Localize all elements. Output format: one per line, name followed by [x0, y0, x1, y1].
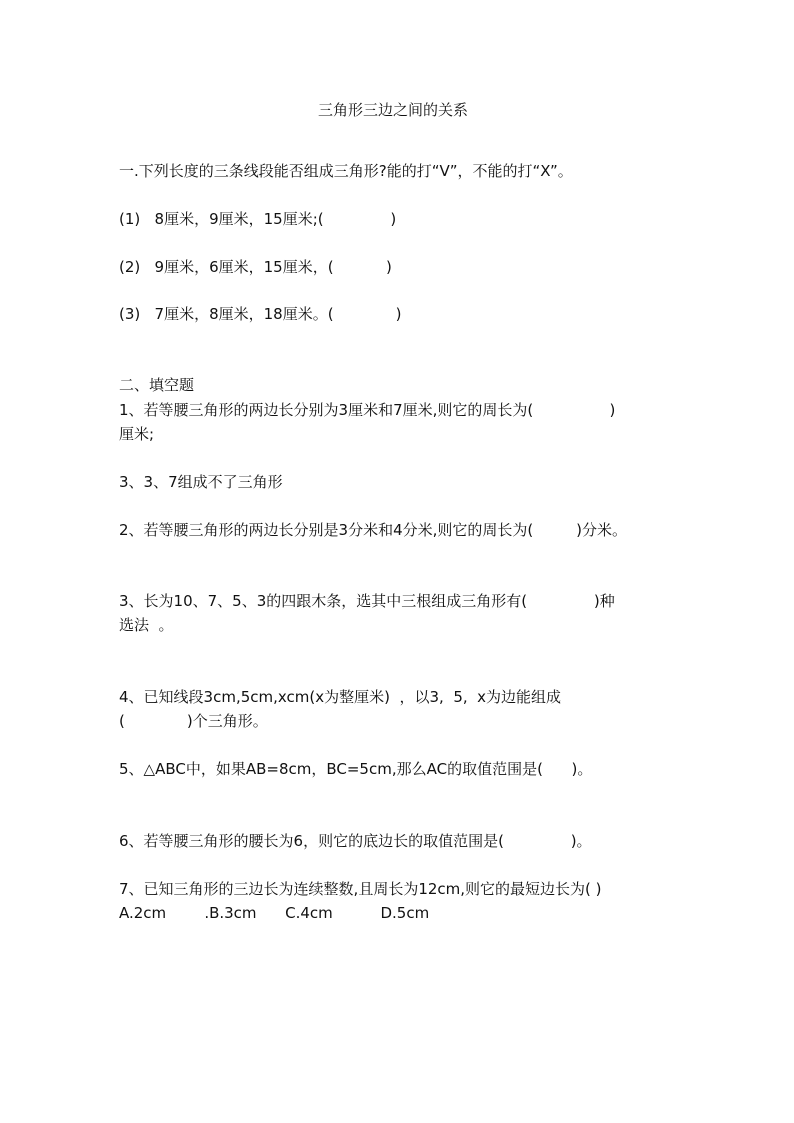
section1-item-3: (3) 7厘米，8厘米，18厘米。( ) — [119, 305, 402, 323]
question-2: 2、若等腰三角形的两边长分别是3分米和4分米,则它的周长为( )分米。 — [119, 521, 628, 539]
note-text: 3、3、7组成不了三角形 — [119, 473, 283, 491]
question-4-line-1: 4、已知线段3cm,5cm,xcm(x为整厘米) ，以3, 5, x为边能组成 — [119, 688, 562, 706]
section1-heading: 一.下列长度的三条线段能否组成三角形?能的打“V”，不能的打“X”。 — [119, 162, 573, 180]
question-1-line-2: 厘米; — [119, 425, 155, 443]
question-6: 6、若等腰三角形的腰长为6，则它的底边长的取值范围是( )。 — [119, 832, 592, 850]
question-3-line-2: 选法 。 — [119, 616, 174, 634]
section2-heading: 二、填空题 — [119, 376, 195, 394]
question-7: 7、已知三角形的三边长为连续整数,且周长为12cm,则它的最短边长为( ) — [119, 880, 602, 898]
question-4-line-2: ( )个三角形。 — [119, 712, 268, 730]
page-title: 三角形三边之间的关系 — [318, 101, 469, 119]
question-1-line-1: 1、若等腰三角形的两边长分别为3厘米和7厘米,则它的周长为( ) — [119, 401, 616, 419]
question-3-line-1: 3、长为10、7、5、3的四跟木条，选其中三根组成三角形有( )种 — [119, 592, 615, 610]
section1-item-2: (2) 9厘米，6厘米，15厘米，( ) — [119, 258, 392, 276]
question-7-options: A.2cm .B.3cm C.4cm D.5cm — [119, 904, 430, 922]
section1-item-1: (1) 8厘米，9厘米，15厘米;( ) — [119, 210, 397, 228]
question-5: 5、△ABC中，如果AB=8cm，BC=5cm,那么AC的取值范围是( )。 — [119, 760, 593, 778]
